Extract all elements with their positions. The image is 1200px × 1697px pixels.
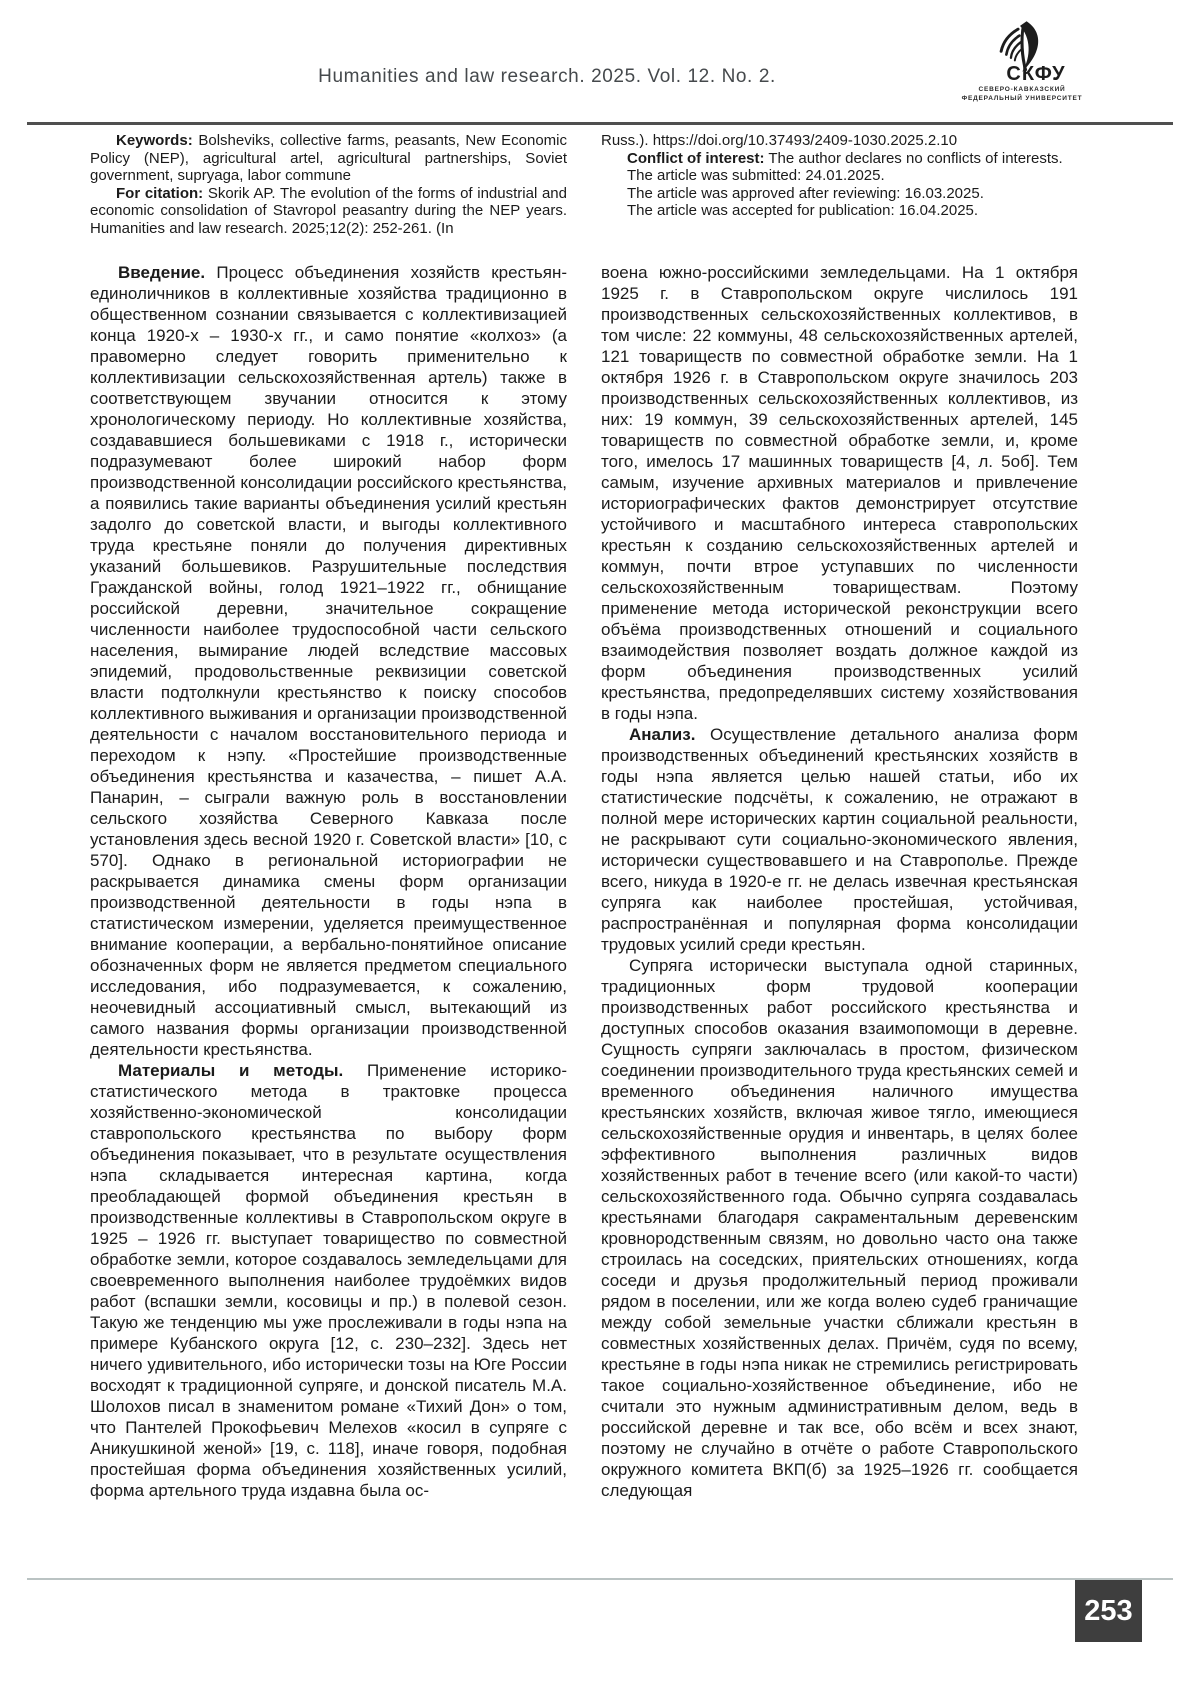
paragraph-introduction (90, 262, 567, 1060)
journal-title: Humanities and law research. 2025. Vol. 12. No. 2. (318, 66, 776, 87)
keywords-label: Keywords: (116, 132, 193, 149)
approved-date-line: The article was approved after reviewing: 16.03.2025. (627, 184, 984, 202)
left-column (90, 262, 567, 1501)
footer-divider (27, 1578, 1173, 1580)
citation-continuation: Russ.). (601, 132, 653, 149)
citation-paragraph (90, 185, 567, 238)
keywords-paragraph (90, 132, 567, 185)
meta-left-column (90, 132, 567, 238)
right-column (601, 262, 1078, 1501)
conflict-of-interest-paragraph (601, 150, 1078, 168)
section-lead: Введение. (118, 263, 206, 282)
citation-label: For citation: (116, 184, 204, 202)
conflict-label: Conflict of interest: (627, 149, 765, 167)
paragraph-text: Осуществление детального анализа форм производственных объединений крестьянских хозяйств в годы нэпа является целью нашей статьи, ибо их статистические подсчёты, к сожалению, не отражают в полной мере исторических картин социальной реальности, не раскрывают сути социально-экономического явления, исторически существовавшего и на Ставрополье. Прежде всего, никуда в 1920-е гг. не делась извечная крестьянская супряга как наиболее простейшая, устойчивая, распространённая и популярная форма консолидации трудовых усилий среди крестьян. (601, 725, 1078, 954)
submitted-date-line: The article was submitted: 24.01.2025. (627, 167, 885, 185)
doi-line (601, 132, 1078, 150)
paragraph-text: воена южно-российскими земледельцами. На 1 октября 1925 г. в Ставропольском округе числилось 191 производственных сельскохозяйственных коллективов, в том числе: 22 коммуны, 48 сельскохозяйственных артелей, 121 товариществ по совместной обработке земли. На 1 октября 1926 г. в Ставропольском округе значилось 203 производственных сельскохозяйственных коллективов, из них: 19 коммун, 39 сельскохозяйственных артелей, 145 товариществ по совместной обработке земли, и, кроме того, имелось 17 машинных товариществ [4, л. 5об]. Тем самым, изучение архивных материалов и привлечение историографических фактов демонстрирует отсутствие устойчивого и масштабного интереса ставропольских крестьян к созданию сельскохозяйственных артелей и коммун, почти втрое уступавших по численности сельскохозяйственным товариществам. Поэтому применение метода исторической реконструкции всего объёма производственных отношений и социального взаимодействия позволяет воздать должное каждой из форм объединения производственных усилий крестьянства, предопределявших систему хозяйствования в годы нэпа. (601, 263, 1078, 723)
header-divider (27, 122, 1173, 125)
paragraph-text: Супряга исторически выступала одной старинных, традиционных форм трудовой кооперации производственных работ российского крестьянства и доступных способов оказания взаимопомощи в деревне. Сущность супряги заключалась в простом, физическом соединении производительного труда крестьянских семей и временного объединения наличного имущества крестьянских хозяйств, включая живое тягло, имеющиеся сельскохозяйственные орудия и инвентарь, в целях более эффективного выполнения различных видов хозяйственных работ в течение всего (или какой-то части) сельскохозяйственного года. Обычно супряга создавалась крестьянами благодаря сакраментальным деревенским кровнородственным связям, но довольно часто она также строилась на соседских, приятельских отношениях, когда соседи и друзья продолжительный период проживали рядом в поселении, или же когда волею судеб граничащие между собой земельные участки сближали крестьян в совместных хозяйственных делах. Причём, судя по всему, крестьяне в годы нэпа никак не стремились регистрировать такое социально-хозяйственное объединение, ибо не считали это нужным административным делом, ведь в российской деревне и так все, обо всём и всех знают, поэтому не случайно в отчёте о работе Ставропольского окружного комитета ВКП(б) за 1925–1926 гг. сообщается следующая (601, 956, 1078, 1500)
conflict-text: The author declares no conflicts of interests. (764, 149, 1063, 167)
section-lead: Материалы и методы. (118, 1061, 344, 1080)
paragraph-supryaga (601, 955, 1078, 1501)
logo-abbreviation: СКФУ (1006, 63, 1066, 85)
section-lead: Анализ. (629, 725, 696, 744)
paragraph-continuation (601, 262, 1078, 724)
page-number: 253 (1075, 1580, 1142, 1642)
doi-link[interactable]: https://doi.org/10.37493/2409-1030.2025.2.10 (652, 132, 958, 149)
keywords-text: Bolsheviks, collective farms, peasants, New Economic Policy (NEP), agricultural artel, agricultural partnerships, Soviet government, supryaga, labor commune (90, 132, 567, 185)
paragraph-analysis (601, 724, 1078, 955)
logo-university-name-line2: ФЕДЕРАЛЬНЫЙ УНИВЕРСИТЕТ (961, 94, 1083, 102)
article-meta (90, 132, 1078, 238)
article-body (90, 262, 1078, 1501)
paragraph-materials-methods (90, 1060, 567, 1501)
meta-right-column (601, 132, 1078, 238)
paragraph-text: Применение историко-статистического метода в трактовке процесса хозяйственно-экономической консолидации ставропольского крестьянства по выбору форм объединения показывает, что в результате осуществления нэпа складывается интересная картина, когда преобладающей формой объединения крестьян в производственные коллективы в Ставропольском округе в 1925 – 1926 гг. выступает товарищество по совместной обработке земли, которое создавалось земледельцами для своевременного выполнения наиболее трудоёмких видов работ (вспашки земли, косовицы и пр.) в полевой сезон. Такую же тенденцию мы уже прослеживали в годы нэпа на примере Кубанского округа [12, с. 230–232]. Здесь нет ничего удивительного, ибо исторически тозы на Юге России восходят к традиционной супряге, и донской писатель М.А. Шолохов писал в знаменитом романе «Тихий Дон» о том, что Пантелей Прокофьевич Мелехов «косил в супряге с Аникушкиной женой» [19, с. 118], иначе говоря, подобная простейшая форма объединения хозяйственных усилий, форма артельного труда издавна была ос- (90, 1061, 567, 1500)
accepted-date-line: The article was accepted for publication: 16.04.2025. (627, 202, 979, 220)
university-logo (952, 20, 1092, 103)
paragraph-text: Процесс объединения хозяйств крестьян-единоличников в коллективные хозяйства традиционно в общественном сознании связывается с коллективизацией конца 1920-х – 1930-х гг., и само понятие «колхоз» (а правомерно следует говорить применительно к коллективизации сельскохозяйственная артель) также в соответствующем звучании относится к этому хронологическому периоду. Но коллективные хозяйства, создававшиеся большевиками с 1918 г., исторически подразумевают более широкий набор форм производственной консолидации российского крестьянства, а появились такие варианты объединения усилий крестьян задолго до советской власти, и выгоды коллективного труда крестьяне поняли до получения директивных указаний большевиков. Разрушительные последствия Гражданской войны, голод 1921–1922 гг., обнищание российской деревни, значительное сокращение численности наиболее трудоспособной части сельского населения, вымирание людей вследствие массовых эпидемий, продовольственные реквизиции советской власти подтолкнули крестьянство к поиску способов коллективного выживания и организации производственной деятельности с началом восстановительного периода и переходом к нэпу. «Простейшие производственные объединения крестьянства и казачества, – пишет А.А. Панарин, – сыграли важную роль в восстановлении сельского хозяйства Северного Кавказа после установления здесь весной 1920 г. Советской власти» [10, с 570]. Однако в региональной историографии не раскрывается динамика смены форм организации производственной деятельности в годы нэпа в статистическом измерении, уделяется преимущественное внимание кооперации, а вербально-понятийное описание обозначенных форм не является предметом специального исследования, ибо подразумевается, к сожалению, неочевидный ассоциативный смысл, вытекающий из самого названия формы организации производственной деятельности крестьянства. (90, 263, 567, 1059)
citation-text: Skorik AP. The evolution of the forms of industrial and economic consolidation of Stavropol peasantry during the NEP years. Humanities and law research. 2025;12(2): 252-261. (In (90, 184, 567, 237)
logo-university-name-line1: СЕВЕРО-КАВКАЗСКИЙ (978, 86, 1066, 93)
